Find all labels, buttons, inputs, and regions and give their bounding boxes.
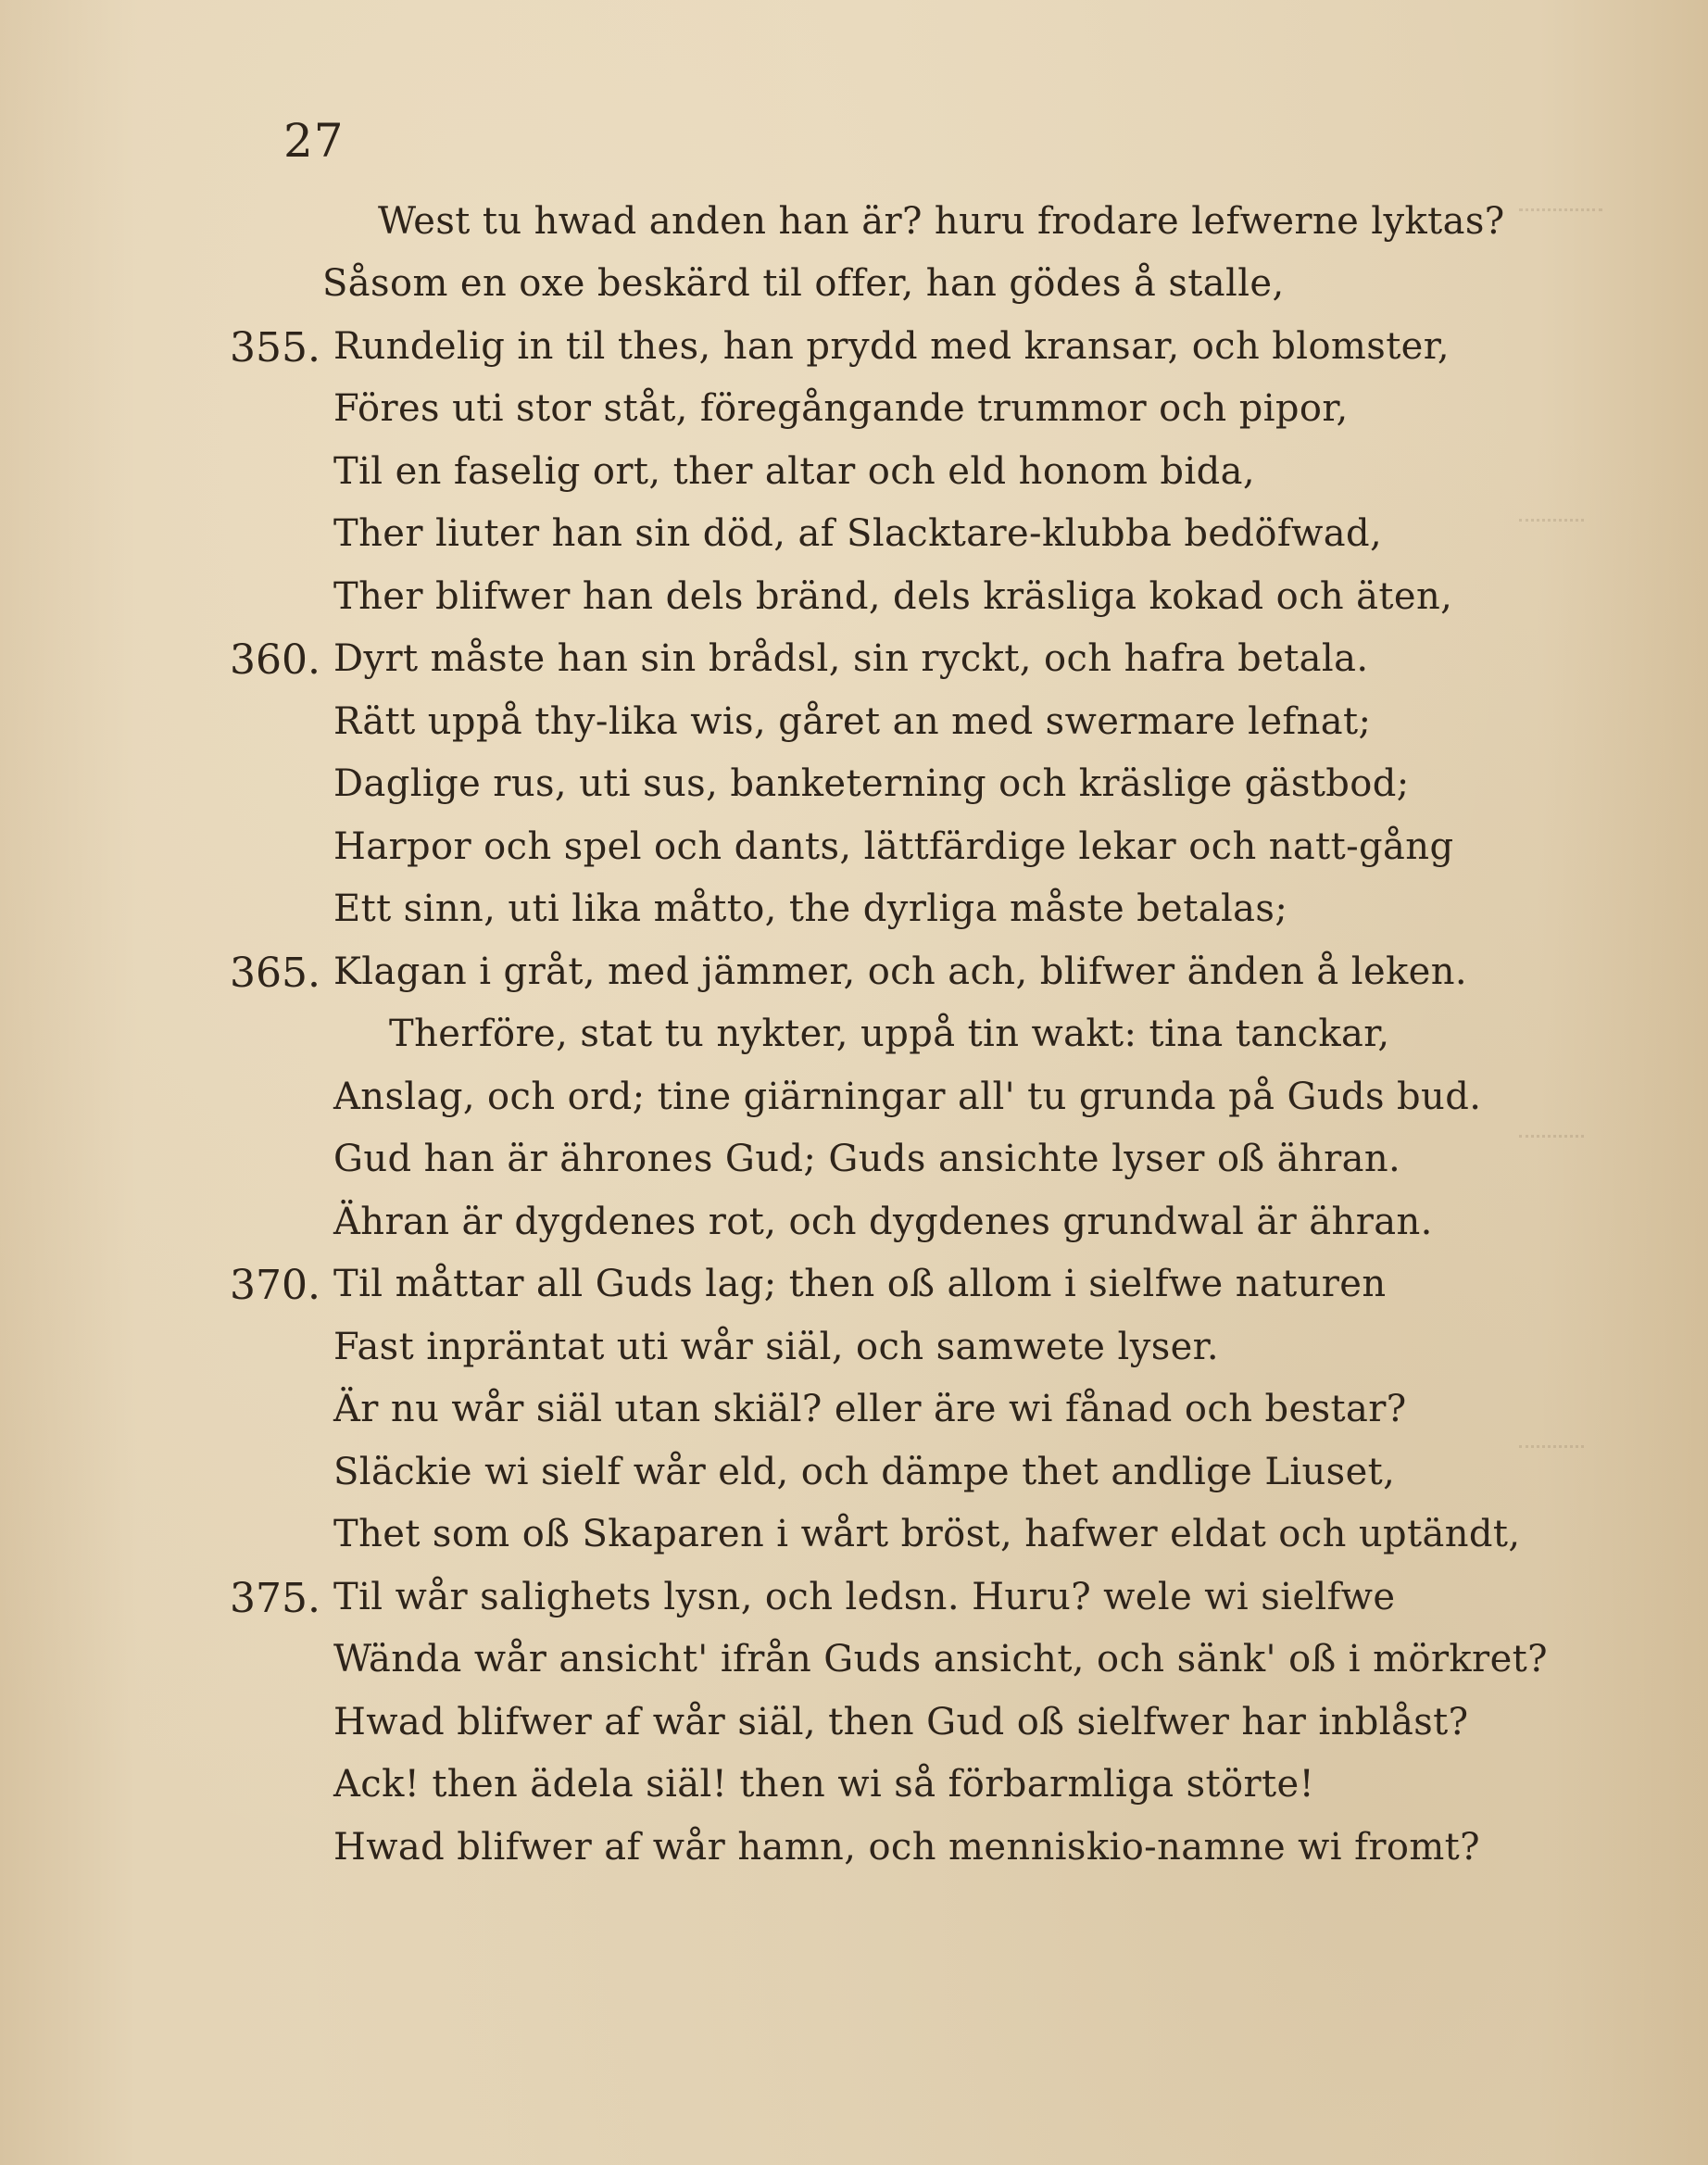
poem-line [0, 1693, 1708, 1749]
poem-line [0, 380, 1708, 435]
verse-text: Gud han är ährones Gud; Guds ansichte lyser oß ähran. [333, 1138, 1401, 1180]
poem-line [0, 693, 1708, 749]
verse-text: Ther blifwer han dels bränd, dels kräsliga kokad och äten, [333, 575, 1453, 618]
poem-line [0, 880, 1708, 936]
verse-text: Ack! then ädela siäl! then wi så förbarmliga störte! [333, 1763, 1315, 1806]
verse-text: Rätt uppå thy-lika wis, gåret an med swermare lefnat; [333, 700, 1372, 743]
poem-line [0, 255, 1708, 310]
poem-line [0, 1380, 1708, 1436]
verse-text: Til wår salighets lysn, och ledsn. Huru? wele wi sielfwe [333, 1576, 1396, 1618]
poem-line [0, 1193, 1708, 1249]
poem-line [0, 318, 1708, 373]
poem-line [0, 1255, 1708, 1311]
verse-text: Til en faselig ort, ther altar och eld honom bida, [333, 450, 1255, 493]
poem-line [0, 1568, 1708, 1624]
poem-line [0, 1005, 1708, 1061]
poem-line [0, 1505, 1708, 1561]
verse-text: Rundelig in til thes, han prydd med kransar, och blomster, [333, 325, 1450, 368]
poem-line [0, 1443, 1708, 1499]
poem-line [0, 1130, 1708, 1186]
poem-line [0, 443, 1708, 498]
poem-line [0, 755, 1708, 811]
verse-text: Therföre, stat tu nykter, uppå tin wakt: tina tanckar, [389, 1013, 1390, 1055]
verse-number: 365. [230, 950, 320, 997]
verse-text: Harpor och spel och dants, lättfärdige lekar och natt-gång [333, 825, 1454, 868]
verse-number: 360. [230, 636, 320, 684]
verse-text: Släckie wi sielf wår eld, och dämpe thet andlige Liuset, [333, 1451, 1396, 1493]
verse-text: Fast inpräntat uti wår siäl, och samwete lyser. [333, 1326, 1219, 1368]
poem-line [0, 568, 1708, 623]
poem-line [0, 630, 1708, 686]
verse-text: Såsom en oxe beskärd til offer, han gödes å stalle, [322, 262, 1285, 305]
page-number: 27 [283, 114, 345, 168]
verse-text: Ähran är dygdenes rot, och dygdenes grundwal är ähran. [333, 1201, 1433, 1243]
poem-line [0, 818, 1708, 874]
verse-text: Klagan i gråt, med jämmer, och ach, blifwer änden å leken. [333, 950, 1468, 993]
poem-line [0, 193, 1708, 248]
verse-text: Hwad blifwer af wår siäl, then Gud oß sielfwer har inblåst? [333, 1701, 1469, 1743]
verse-number: 375. [230, 1575, 320, 1622]
verse-text: Föres uti stor ståt, föregångande trummor och pipor, [333, 387, 1349, 430]
poem-line [0, 1819, 1708, 1874]
poem-line [0, 505, 1708, 560]
poem-line [0, 1756, 1708, 1811]
poem-line [0, 1630, 1708, 1686]
poem-line [0, 1318, 1708, 1374]
verse-text: Thet som oß Skaparen i wårt bröst, hafwer eldat och uptändt, [333, 1513, 1521, 1555]
verse-text: Daglige rus, uti sus, banketerning och kräslige gästbod; [333, 762, 1410, 805]
verse-text: Ther liuter han sin död, af Slacktare-klubba bedöfwad, [333, 512, 1383, 555]
verse-text: Ett sinn, uti lika måtto, the dyrliga måste betalas; [333, 887, 1288, 930]
verse-text: West tu hwad anden han är? huru frodare lefwerne lyktas? [378, 200, 1505, 243]
verse-text: Dyrt måste han sin brådsl, sin ryckt, och hafra betala. [333, 637, 1369, 680]
verse-text: Är nu wår siäl utan skiäl? eller äre wi fånad och bestar? [333, 1388, 1407, 1430]
verse-number: 370. [230, 1262, 320, 1309]
verse-text: Wända wår ansicht' ifrån Guds ansicht, och sänk' oß i mörkret? [333, 1638, 1548, 1680]
poem-line [0, 943, 1708, 999]
verse-text: Til måttar all Guds lag; then oß allom i sielfwe naturen [333, 1263, 1387, 1305]
verse-text: Hwad blifwer af wår hamn, och menniskio-namne wi fromt? [333, 1826, 1480, 1869]
verse-text: Anslag, och ord; tine giärningar all' tu grunda på Guds bud. [333, 1076, 1482, 1118]
poem-line [0, 1068, 1708, 1124]
verse-number: 355. [230, 324, 320, 371]
